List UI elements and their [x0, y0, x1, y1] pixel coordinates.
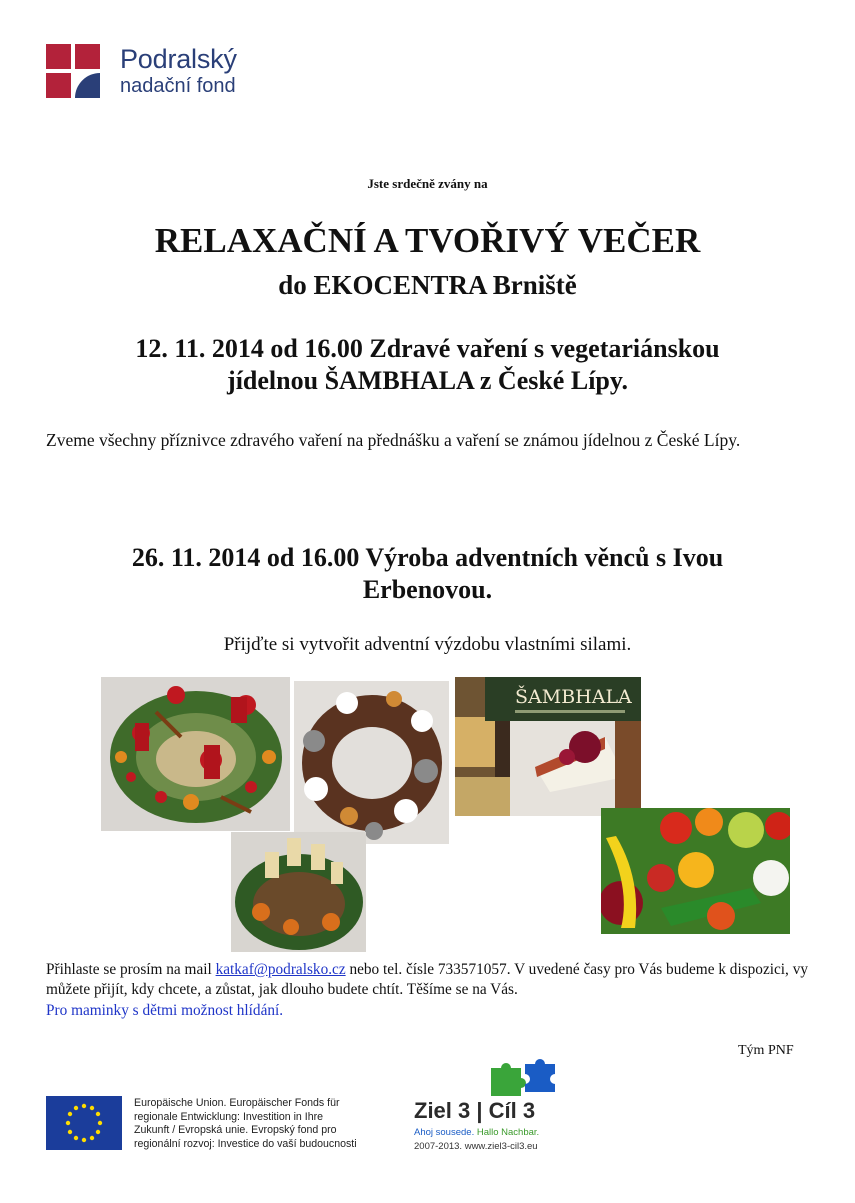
podralsky-logo [46, 44, 276, 104]
event-2-description: Přijďte si vytvořit adventní výzdobu vlastními silami. [223, 634, 632, 655]
wreath-photo-white-candles [294, 681, 449, 844]
wreath-photo-beige-candles [231, 832, 366, 952]
eu-fund-text [134, 1097, 394, 1151]
cookbook-photo [455, 677, 641, 816]
event-1-heading [60, 333, 795, 397]
event-2-line-2: Erbenovou. [362, 575, 493, 604]
event-1-line-2: jídelnou ŠAMBHALA z České Lípy. [227, 366, 628, 395]
ziel3-url: 2007-2013. www.ziel3-cil3.eu [414, 1141, 538, 1152]
ziel3-puzzle-icon [487, 1058, 567, 1098]
event-2-heading [60, 542, 795, 606]
signature: Tým PNF [738, 1043, 794, 1058]
logo-line-2: nadační fond [120, 75, 236, 97]
event-1-line-1: 12. 11. 2014 od 16.00 Zdravé vaření s vegetariánskou [135, 334, 720, 363]
vegetables-photo [601, 808, 790, 934]
event-2-line-1: 26. 11. 2014 od 16.00 Výroba adventních věnců s Ivou [131, 543, 724, 572]
registration-text [46, 960, 808, 1000]
cookbook-title: ŠAMBHALA [515, 686, 632, 708]
eu-text-line-3: Zukunft / Evropská unie. Evropský fond pro [134, 1124, 337, 1136]
kids-note: Pro maminky s dětmi možnost hlídání. [46, 1002, 284, 1019]
logo-text [120, 44, 237, 98]
eu-text-line-1: Europäische Union. Europäischer Fonds für [134, 1097, 340, 1109]
eu-flag-icon [46, 1096, 122, 1150]
ziel3-slogan [414, 1127, 539, 1138]
eu-text-line-4: regionální rozvoj: Investice do vaší budoucnosti [134, 1137, 357, 1150]
wreath-photo-red-candles [101, 677, 290, 831]
invite-text: Jste srdečně zvány na [367, 176, 488, 191]
event-title: RELAXAČNÍ A TVOŘIVÝ VEČER [154, 221, 701, 260]
event-subtitle: do EKOCENTRA Brniště [278, 270, 577, 300]
registration-prefix: Přihlaste se prosím na mail [46, 961, 212, 978]
registration-rest: nebo tel. čísle 733571057. V uvedené časy pro Vás budeme k dispozici, vy můžete přijít, kdy chcete, a zůstat, jak dlouho budete chtít. Těšíme se na Vás. [46, 961, 808, 998]
event-1-description: Zveme všechny příznivce zdravého vaření na přednášku a vaření se známou jídelnou z České Lípy. [46, 430, 741, 450]
eu-text-line-2: regionale Entwicklung: Investition in Ihre [134, 1110, 324, 1123]
ziel3-slogan-cz: Ahoj sousede. [414, 1127, 475, 1138]
email-link[interactable]: katkaf@podralsko.cz [215, 961, 346, 978]
ziel3-slogan-de: Hallo Nachbar. [476, 1127, 540, 1138]
ziel3-title: Ziel 3 | Cíl 3 [414, 1098, 536, 1123]
logo-line-1: Podralský [120, 44, 237, 74]
logo-squares-icon [46, 44, 100, 98]
